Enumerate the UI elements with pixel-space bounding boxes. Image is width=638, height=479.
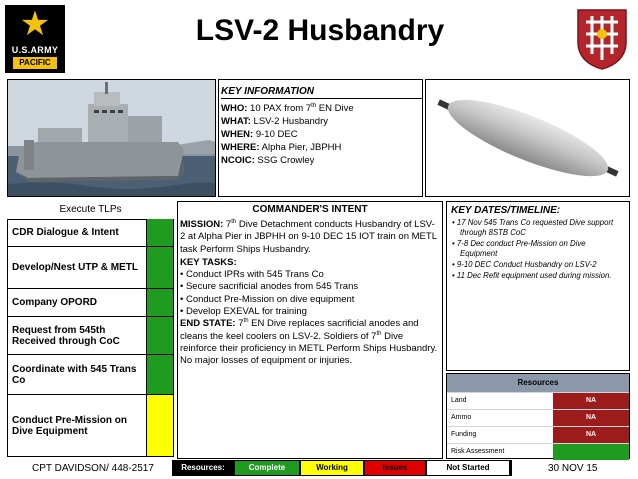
resource-label: Land [451,397,467,404]
key-dates-panel [446,201,630,371]
ship-photo [7,79,216,197]
end-state-label: END STATE: [180,318,236,330]
when-line [221,128,422,141]
end-state-post: Dive reinforce their proficiency in METL Perform Ships Husbandry. No major losses of equipment or injuries. [180,330,438,367]
unit-crest-icon [576,8,628,70]
who-line [221,102,422,115]
tlp-row-label: Coordinate with 545 Trans Co [12,363,137,386]
mission-text-body: Dive Detachment conducts Husbandry of LSV-2 at Alpha Pier in JBPHH on 9-10 DEC 15 IOT train on METL task Perform Ships Husbandry. [180,219,437,255]
end-state-mid: EN Dive replaces sacrificial anodes and cleans the keel coolers on LSV-2. Soldiers of 7 [180,318,419,342]
what-label: WHAT: [221,116,251,127]
end-state-text [180,318,440,367]
tlp-row [7,317,174,355]
tlp-row-label: Conduct Pre-Mission on Dive Equipment [12,414,127,437]
when-value: 9-10 DEC [255,129,298,140]
resource-label: Funding [451,431,477,438]
resources-table [446,373,630,459]
resources-heading: Resources [447,374,629,392]
where-line [221,141,422,154]
tlp-row-label: CDR Dialogue & Intent [12,227,119,238]
key-date-item: • 11 Dec Refit equipment used during mission. [452,271,612,280]
legend-label: Resources: [173,461,233,475]
tlp-status-indicator [146,247,173,288]
resource-row [447,409,629,426]
resource-status [553,444,629,460]
resource-label: Ammo [451,414,472,421]
where-label: WHERE: [221,142,260,153]
end-state-sup1: th [243,318,249,325]
end-state-pre: 7 [235,318,244,330]
legend-issues: Issues [365,461,425,475]
key-dates-heading: KEY DATES/TIMELINE: [451,205,561,216]
logo-text-pacific: PACIFIC [13,57,57,69]
tlp-row [7,247,174,289]
tlp-row-label: Request from 545th Received through CoC [12,324,120,347]
key-dates-list [451,218,625,281]
tlp-row [7,289,174,317]
resource-row [447,443,629,460]
resource-row [447,426,629,443]
commanders-intent-panel [177,201,443,459]
tlp-row [7,219,174,247]
key-tasks-label-text: KEY TASKS: [180,256,237,268]
tlp-row-label: Company OPORD [12,297,98,308]
tlp-heading: Execute TLPs [59,204,122,215]
key-tasks-label [180,257,440,269]
legend-not-started: Not Started [427,461,509,475]
army-logo [5,5,65,73]
who-value-post: EN Dive [316,103,354,114]
resource-row [447,392,629,409]
footer-contact: CPT DAVIDSON/ 448-2517 [32,463,154,474]
what-value: LSV-2 Husbandry [253,116,329,127]
where-value: Alpha Pier, JBPHH [261,142,342,153]
who-value-sup: th [311,102,317,109]
what-line [221,115,422,128]
key-date-item: • 9-10 DEC Conduct Husbandry on LSV-2 [452,260,597,269]
resource-label: Risk Assessment [451,448,505,455]
key-date-item: • 17 Nov 545 Trans Co requested Dive support through 8STB CoC [452,218,614,237]
when-label: WHEN: [221,129,254,140]
resource-status: NA [553,427,629,443]
tlp-row [7,395,174,457]
commanders-intent-heading: COMMANDER'S INTENT [252,204,368,215]
tlp-status-indicator [146,219,173,246]
army-star-icon: ★ [19,5,51,43]
mission-text [180,219,440,256]
mission-text-pre: 7 [223,219,232,230]
tlp-status-indicator [146,355,173,394]
key-task-item: • Develop EXEVAL for training [180,306,307,318]
key-task-item: • Secure sacrificial anodes from 545 Trans [180,281,359,293]
legend-working: Working [301,461,363,475]
end-state-sup2: th [376,330,382,337]
ncoic-value: SSG Crowley [257,155,315,166]
legend-complete: Complete [235,461,299,475]
resource-status: NA [553,410,629,426]
tlp-row [7,355,174,395]
who-label: WHO: [221,103,248,114]
footer-date: 30 NOV 15 [548,463,598,474]
resource-status: NA [553,393,629,409]
tlp-row-label: Develop/Nest UTP & METL [12,262,138,273]
ncoic-label: NCOIC: [221,155,255,166]
tlp-status-indicator [146,395,173,456]
logo-text-army: U.S.ARMY [11,45,59,55]
key-task-item: • Conduct Pre-Mission on dive equipment [180,293,355,305]
anode-photo [425,79,630,197]
mission-text-sup: th [231,218,237,225]
status-legend [172,460,512,476]
key-task-item: • Conduct IPRs with 545 Trans Co [180,269,324,281]
key-date-item: • 7-8 Dec conduct Pre-Mission on Dive Equipment [452,239,586,258]
ncoic-line [221,154,422,167]
tlp-status-indicator [146,317,173,354]
key-information-panel [218,79,423,197]
tlp-status-indicator [146,289,173,316]
page-title: LSV-2 Husbandry [195,14,445,47]
mission-label: MISSION: [180,219,224,230]
who-value: 10 PAX from 7 [250,103,312,114]
key-information-heading: KEY INFORMATION [221,85,422,99]
